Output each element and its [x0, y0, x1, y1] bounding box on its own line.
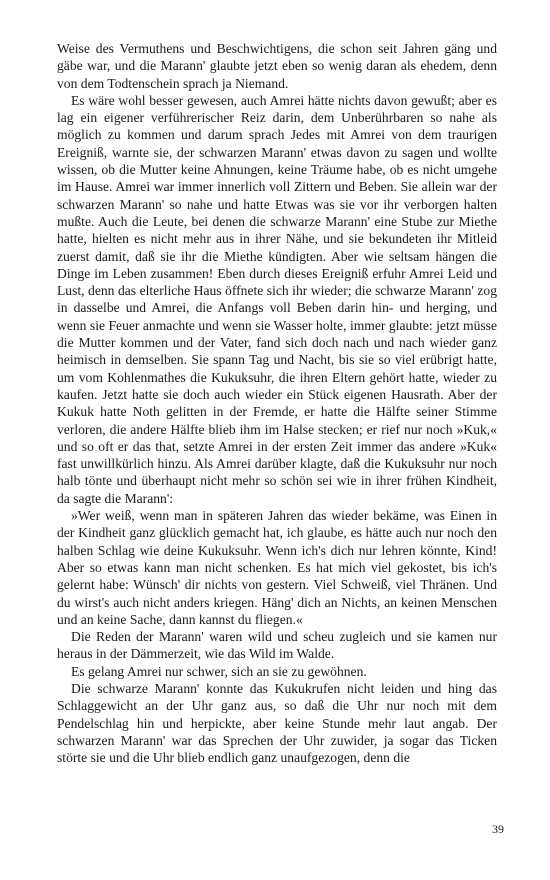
paragraph-4: Die Reden der Marann' waren wild und scheu zugleich und sie kamen nur heraus in der Dämmerzeit, wie das Wild im Walde.	[57, 629, 497, 662]
paragraph-2: Es wäre wohl besser gewesen, auch Amrei hätte nichts davon gewußt; aber es lag ein eigener verführerischer Reiz darin, dem Unberührbaren so nahe als möglich zu kommen und darum sprach Jedes mit Amrei von dem traurigen Ereigniß, warnte sie, der schwarzen Marann' etwas davon zu sagen und wollte wissen, ob die Mutter keine Ahnungen, keine Träume habe, ob es nicht umgehe im Hause. Amrei war immer innerlich voll Zittern und Beben. Sie allein war der schwarzen Marann' so nahe und hatte Etwas was sie vor ihr verborgen halten mußte. Auch die Leute, bei denen die schwarze Marann' eine Stube zur Miethe hatte, hielten es nicht mehr aus in ihrer Nähe, und sie bekundeten ihr Mitleid zuerst damit, daß sie ihr die Miethe kündigten. Aber wie seltsam hängen die Dinge im Leben zusammen! Eben durch dieses Ereigniß erfuhr Amrei Leid und Lust, denn das elterliche Haus öffnete sich ihr wieder; die schwarze Marann' zog in dasselbe und Amrei, die Anfangs voll Beben darin hin- und herging, und wenn sie Feuer anmachte und wenn sie Wasser holte, immer glaubte: jetzt müsse die Mutter kommen und der Vater, fand sich doch nach und nach wieder ganz heimisch in demselben. Sie spann Tag und Nacht, bis sie so viel erübrigt hatte, um vom Kohlenmathes die Kukuksuhr, die ihren Eltern gehört hatte, wieder zu kaufen. Jetzt hatte sie doch auch wieder ein Stück eigenen Hausrath. Aber der Kukuk hatte Noth gelitten in der Fremde, er hatte die Hälfte seiner Stimme verloren, die andere Hälfte blieb ihm im Halse stecken; er rief nur noch »Kuk,« und so oft er das that, setzte Amrei in der ersten Zeit immer das andere »Kuk« fast unwillkürlich hinzu. Als Amrei darüber klagte, daß die Kukuksuhr nur noch halb tönte und überhaupt nicht mehr so schön sei wie in ihrer frühen Kindheit, da sagte die Marann':	[57, 92, 497, 506]
page-number: 39	[492, 822, 504, 836]
paragraph-3-quote: »Wer weiß, wenn man in späteren Jahren das wieder bekäme, was Einen in der Kindheit ganz glücklich gemacht hat, ich glaube, es hätte auch nur noch den halben Schlag wie deine Kukuksuhr. Wenn ich's dich nur lehren könnte, Kind! Aber so etwas kann man nicht schenken. Es hat mich viel gekostet, bis ich's gelernt habe: Wünsch' dir nichts von gestern. Viel Schweiß, viel Thränen. Und du wirst's auch nicht anders kriegen. Häng' dich an Nichts, an keinen Menschen und an keine Sache, dann kannst du fliegen.«	[57, 508, 497, 627]
paragraph-1: Weise des Vermuthens und Beschwichtigens, die schon seit Jahren gäng und gäbe war, und die Marann' glaubte jetzt eben so wenig daran als ehedem, denn von dem Todtenschein sprach ja Niemand.	[57, 41, 497, 91]
paragraph-5: Es gelang Amrei nur schwer, sich an sie zu gewöhnen.	[71, 663, 367, 679]
paragraph-6: Die schwarze Marann' konnte das Kukukrufen nicht leiden und hing das Schlaggewicht an der Uhr ganz aus, so daß die Uhr nur noch mit dem Pendelschlag hin und herpickte, aber keine Stunde mehr laut angab. Der schwarzen Marann' war das Sprechen der Uhr zuwider, ja sogar das Ticken störte sie und die Uhr blieb endlich ganz unaufgezogen, denn die	[57, 680, 497, 766]
page-body	[57, 40, 497, 766]
